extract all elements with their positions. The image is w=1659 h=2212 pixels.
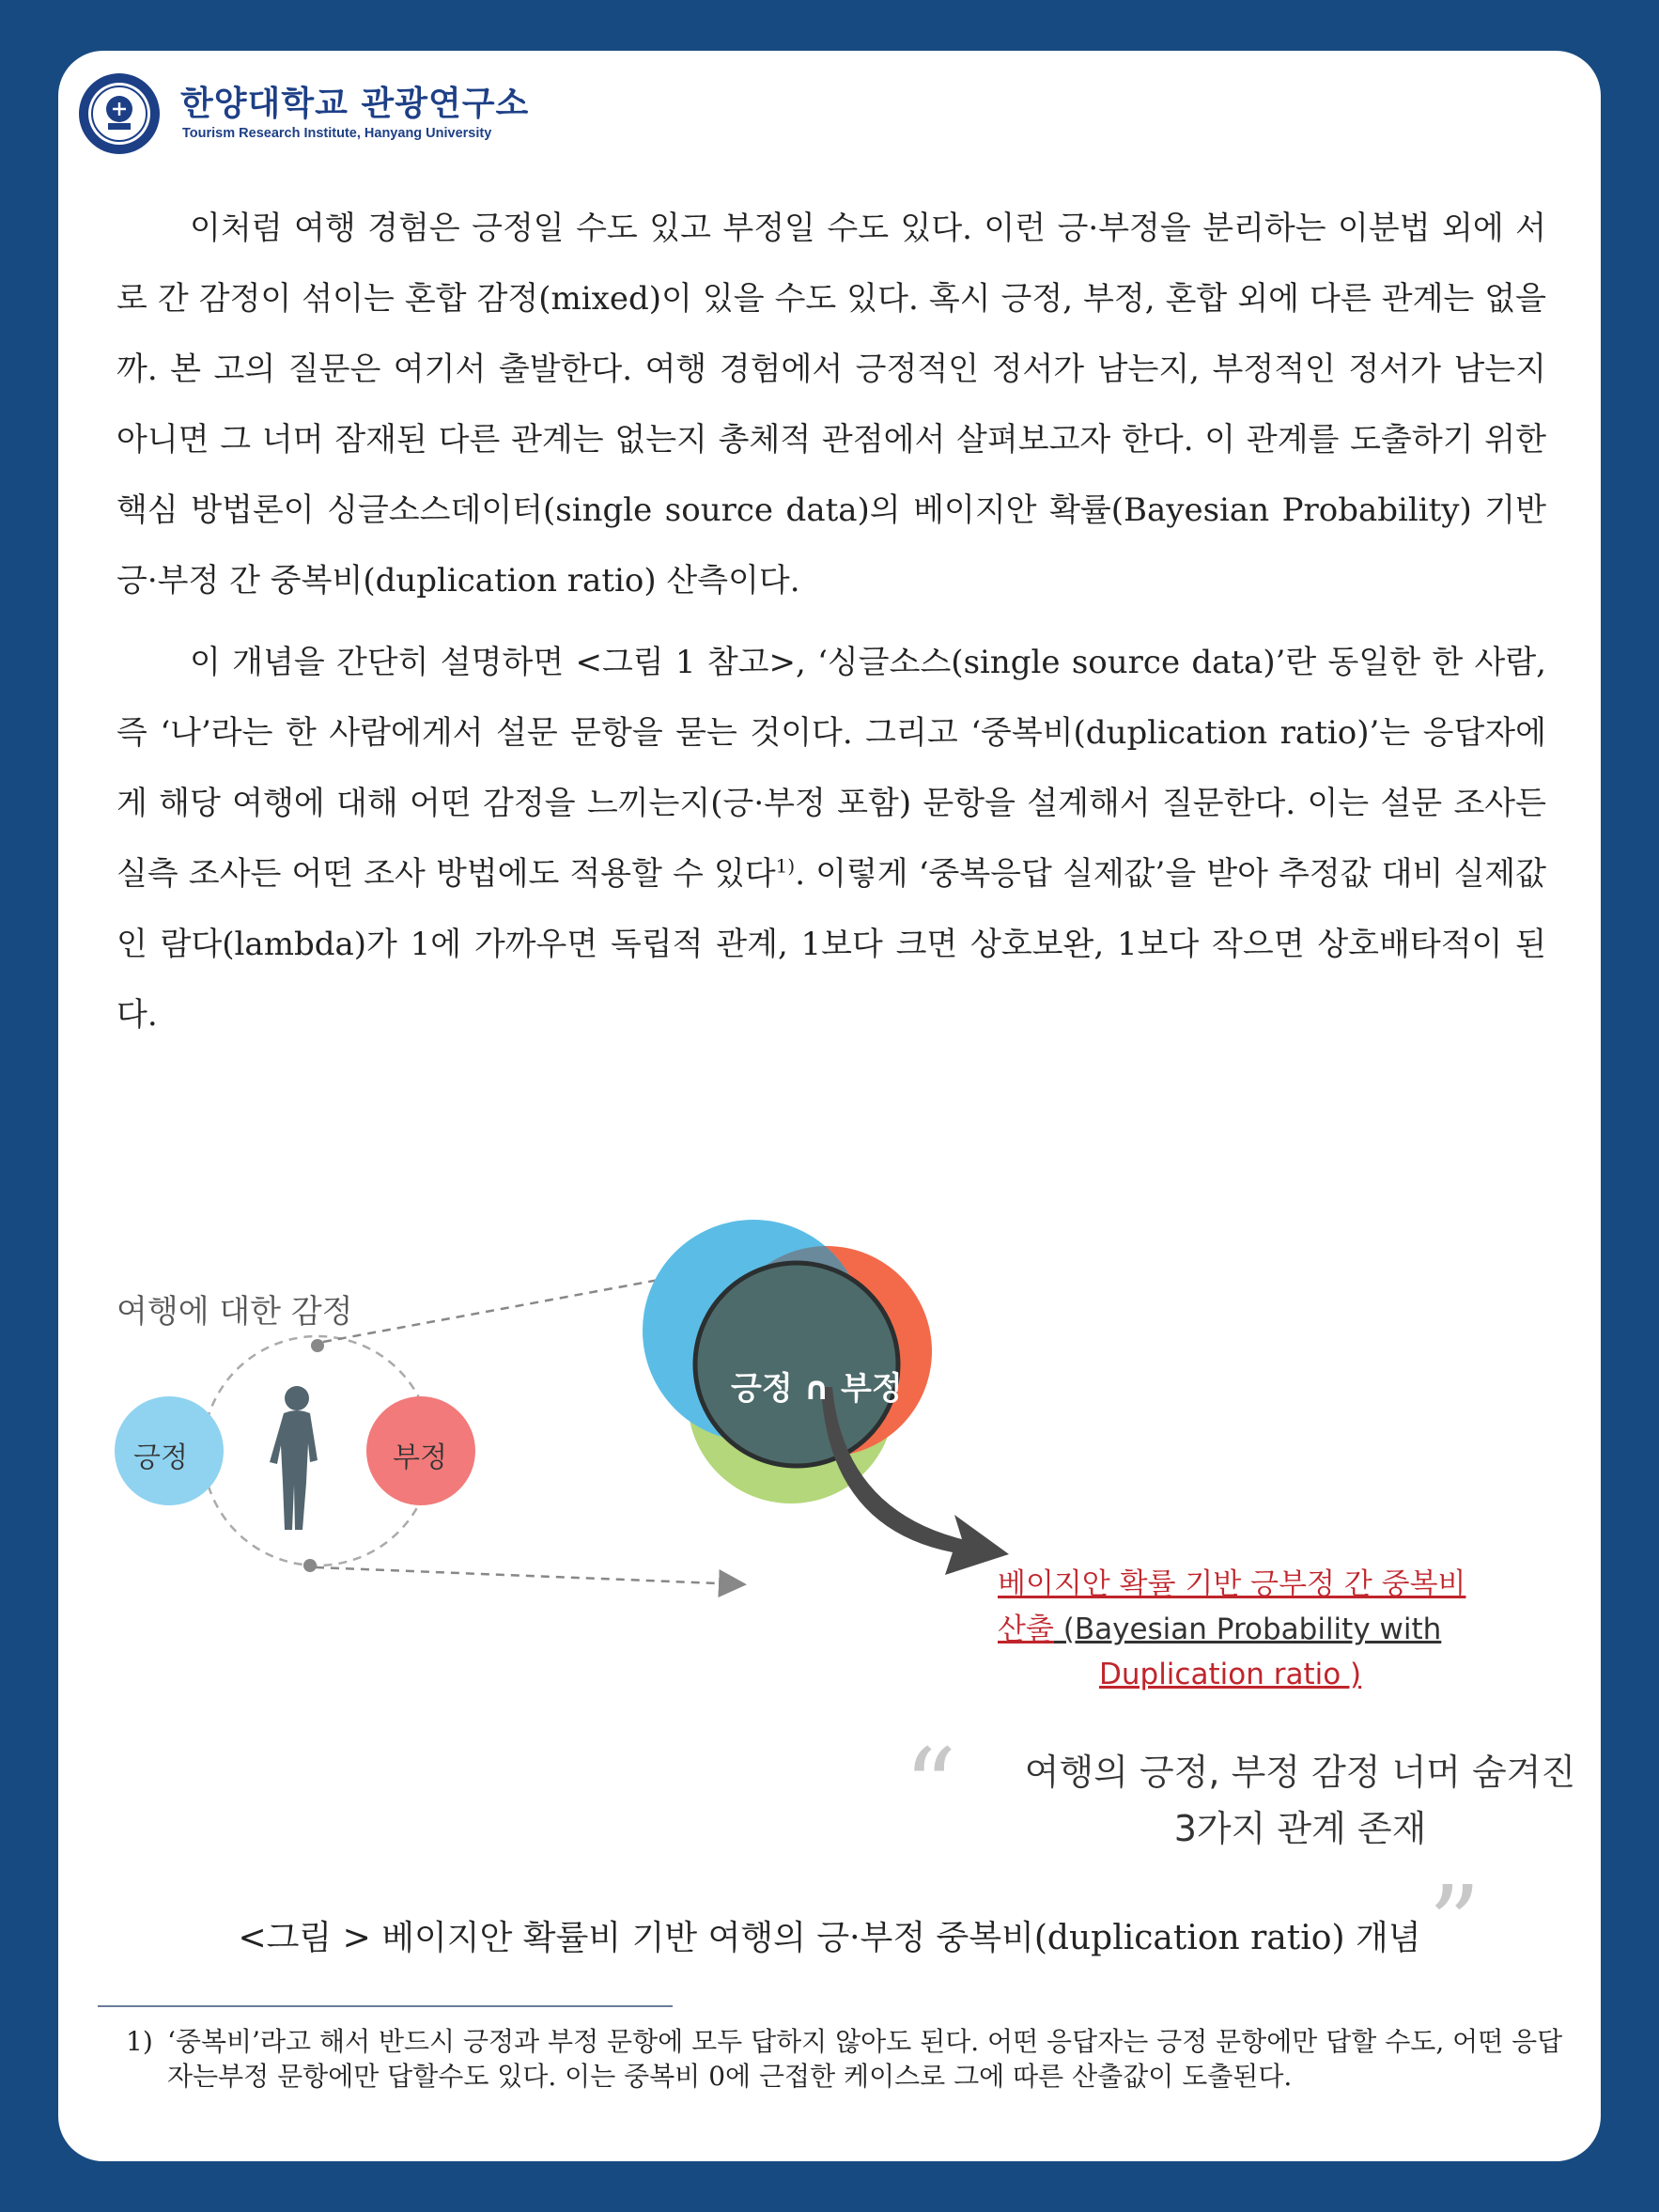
paragraph-2-part-b: . 이렇게 ‘중복응답 실제값’을 받아 추정값 대비 실제값인 람다(lambda)가 1에 가까우면 독립적 관계, 1보다 크면 상호보완, 1보다 작으면 상호배타적이 된다. [116,855,1546,1034]
page-card [58,51,1601,2161]
orbit-dot-bottom [303,1559,317,1572]
quote-line-2: 3가지 관계 존재 [1173,1808,1427,1849]
bayes-line-1: 베이지안 확률 기반 긍부정 간 중복비 [998,1567,1466,1601]
positive-label: 긍정 [133,1441,188,1474]
paragraph-1: 이처럼 여행 경험은 긍정일 수도 있고 부정일 수도 있다. 이런 긍·부정을 분리하는 이분법 외에 서로 간 감정이 섞이는 혼합 감정(mixed)이 있을 수도 있다. 혹시 긍정, 부정, 혼합 외에 다른 관계는 없을까. 본 고의 질문은 여기서 출발한다. 여행 경험에서 긍정적인 정서가 남는지, 부정적인 정서가 남는지 아니면 그 너머 잠재된 다른 관계는 없는지 총체적 관점에서 살펴보고자 한다. 이 관계를 도출하기 위한 핵심 방법론이 싱글소스데이터(single source data)의 베이지안 확률(Bayesian Probability) 기반 긍·부정 간 중복비(duplication ratio) 산측이다. [116,210,1546,600]
institute-subtitle: Tourism Research Institute, Hanyang University [182,126,492,141]
negative-label: 부정 [393,1441,447,1474]
concept-figure [58,1199,1601,1984]
footnote-divider [98,2005,673,2007]
quote-open-icon: “ [904,1726,957,1846]
orbit-dot-top [311,1339,324,1352]
arrow-bottom [316,1567,742,1584]
quote-line-1: 여행의 긍정, 부정 감정 너머 숨겨진 [1024,1752,1576,1793]
figure-label: 여행에 대한 감정 [116,1293,353,1331]
paragraph-2 [116,628,1546,1051]
quote-text [981,1744,1601,1857]
bayes-line-3: Duplication ratio ) [1099,1658,1362,1691]
bayes-line-2b: (Bayesian Probability with [1053,1612,1442,1646]
footnote-ref[interactable]: 1) [775,854,796,878]
institute-logo [77,71,566,156]
figure-caption: <그림 > 베이지안 확률비 기반 여행의 긍·부정 중복비(duplication ratio) 개념 [238,1919,1421,1957]
bayes-callout [998,1562,1524,1697]
paragraph-2-part-a: 이 개념을 간단히 설명하면 <그림 1 참고>, ‘싱글소스(single source data)’란 동일한 한 사람, 즉 ‘나’라는 한 사람에게서 설문 문항을 묻는 것이다. 그리고 ‘중복비(duplication ratio)’는 응답자에게 해당 여행에 대해 어떤 감정을 느끼는지(긍·부정 포함) 문항을 설계해서 질문한다. 이는 설문 조사든 실측 조사든 어떤 조사 방법에도 적용할 수 있다 [116,644,1546,893]
intersection-label: 긍정 ∩ 부정 [731,1370,903,1408]
footnote-number: 1) [126,2026,153,2057]
person-icon [270,1386,318,1530]
quote-close-icon: ” [1428,1863,1481,1984]
footnote-text: ‘중복비’라고 해서 반드시 긍정과 부정 문항에 모두 답하지 않아도 된다. 어떤 응답자는 긍정 문항에만 답할 수도, 어떤 응답자는부정 문항에만 답할수도 있다. 이는 중복비 0에 근접한 케이스로 그에 따른 산출값이 도출된다. [167,2026,1563,2092]
main-body-text [116,194,1546,1051]
university-seal-icon [77,71,162,156]
institute-title: 한양대학교 관광연구소 [180,85,530,123]
bayes-line-2a: 산출 [998,1612,1054,1646]
footnote [126,2024,1563,2094]
